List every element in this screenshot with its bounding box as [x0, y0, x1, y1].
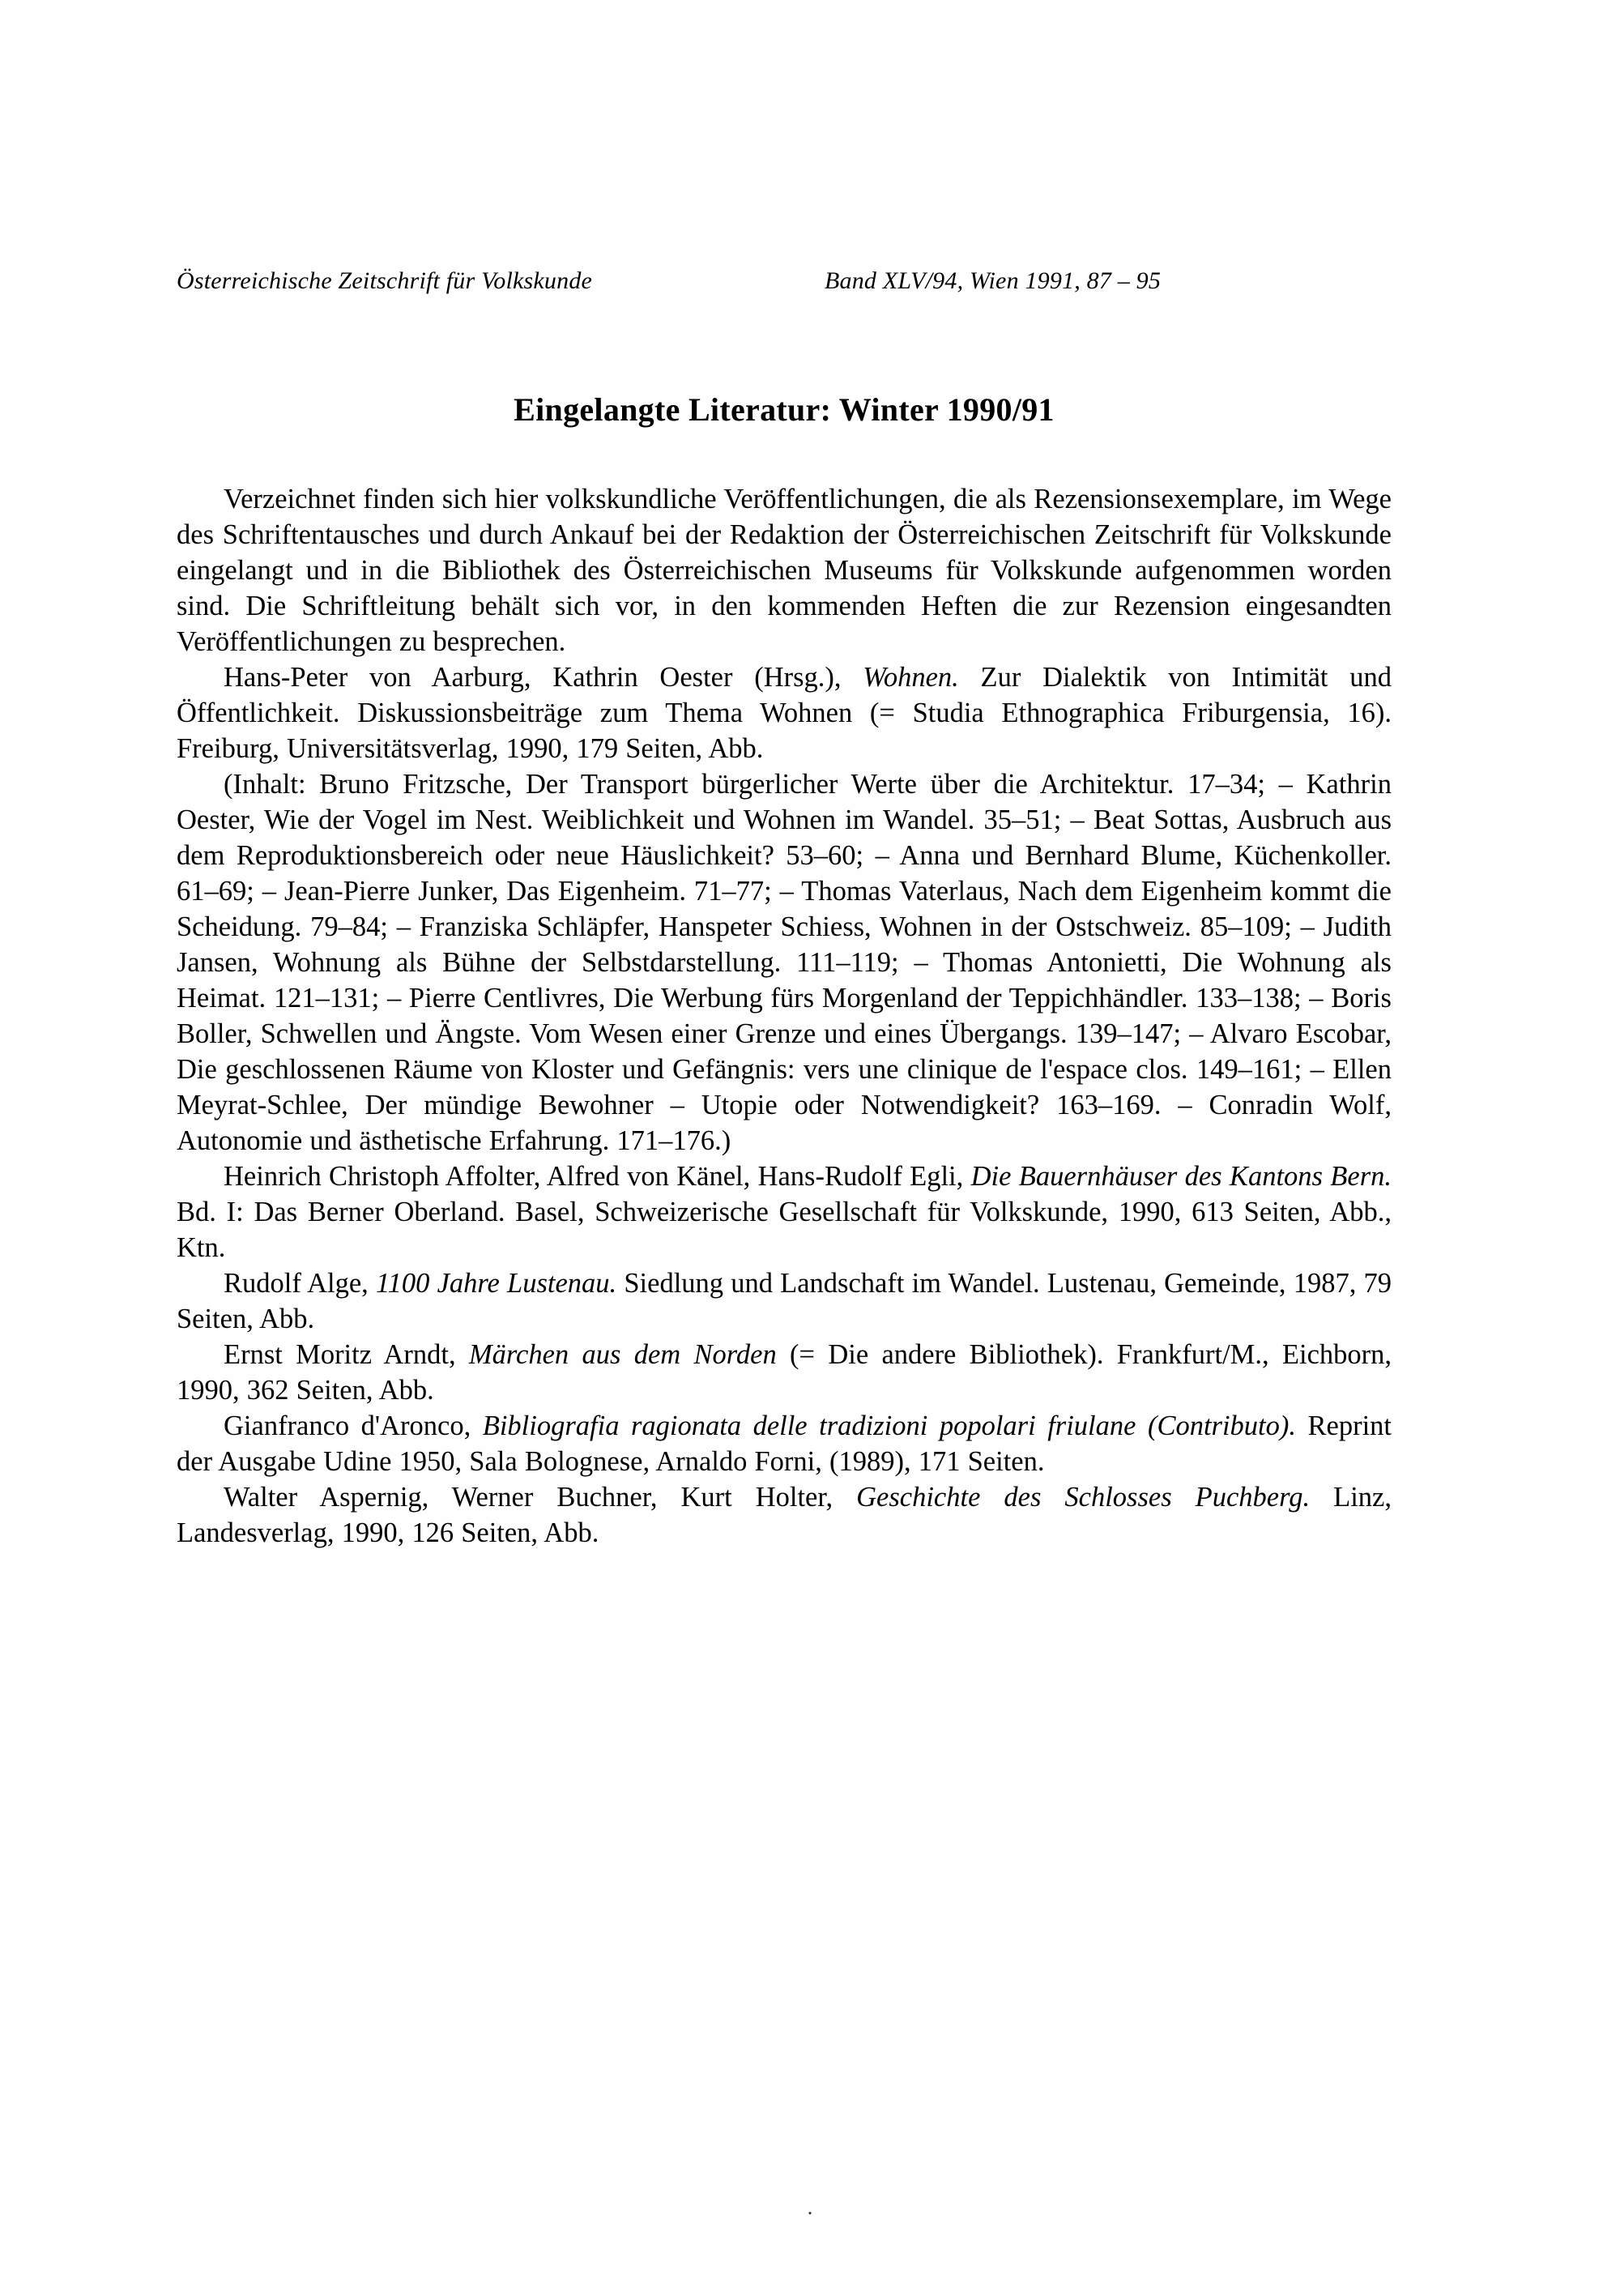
entry-title-italic: Geschichte des Schlosses Puchberg. — [856, 1481, 1311, 1513]
entry-title-italic: 1100 Jahre Lustenau. — [375, 1267, 617, 1299]
entry-text-post: Bd. I: Das Berner Oberland. Basel, Schweizerische Gesellschaft für Volkskunde, 1990, 613 Seiten, Abb., Ktn. — [177, 1196, 1392, 1263]
entry-text-pre: Rudolf Alge, — [224, 1267, 376, 1299]
entry-text-pre: Walter Aspernig, Werner Buchner, Kurt Holter, — [224, 1481, 857, 1513]
bibliography-entry-aarburg-contents: (Inhalt: Bruno Fritzsche, Der Transport bürgerlicher Werte über die Architektur. 17–34; – Kathrin Oester, Wie der Vogel im Nest. Weiblichkeit und Wohnen im Wandel. 35–51; – Beat Sottas, Ausbruch aus dem Reproduktionsbereich oder neue Häuslichkeit? 53–60; – Anna und Bernhard Blume, Küchenkoller. 61–69; – Jean-Pierre Junker, Das Eigenheim. 71–77; – Thomas Vaterlaus, Nach dem Eigenheim kommt die Scheidung. 79–84; – Franziska Schläpfer, Hanspeter Schiess, Wohnen in der Ostschweiz. 85–109; – Judith Jansen, Wohnung als Bühne der Selbstdarstellung. 111–119; – Thomas Antonietti, Die Wohnung als Heimat. 121–131; – Pierre Centlivres, Die Werbung fürs Morgenland der Teppichhändler. 133–138; – Boris Boller, Schwellen und Ängste. Vom Wesen einer Grenze und eines Übergangs. 139–147; – Alvaro Escobar, Die geschlossenen Räume von Kloster und Gefängnis: vers une clinique de l'espace clos. 149–161; – Ellen Meyrat-Schlee, Der mündige Bewohner – Utopie oder Notwendigkeit? 163–169. – Conradin Wolf, Autonomie und ästhetische Erfahrung. 171–176.) — [177, 768, 1392, 1156]
entry-title-italic: Bibliografia ragionata delle tradizioni popolari friulane (Contributo). — [482, 1410, 1296, 1441]
page-content — [177, 267, 1392, 1551]
entry-title-italic: Die Bauernhäuser des Kantons Bern. — [970, 1160, 1392, 1192]
entry-text-post: Siedlung und Landschaft im Wandel. Lustenau, Gemeinde, 1987, 79 Seiten, Abb. — [177, 1267, 1392, 1334]
bibliography-entry-arndt — [177, 1338, 1392, 1409]
bibliography-entry-affolter — [177, 1159, 1392, 1266]
journal-title: Österreichische Zeitschrift für Volkskunde — [177, 267, 593, 294]
bibliography-entry-alge — [177, 1266, 1392, 1338]
bibliography-entry-daronco — [177, 1409, 1392, 1480]
entry-text-post: Zur Dialektik von Intimität und Öffentlichkeit. Diskussionsbeiträge zum Thema Wohnen (= Studia Ethnographica Friburgensia, 16). Freiburg, Universitätsverlag, 1990, 179 Seiten, Abb. — [177, 661, 1392, 764]
bibliography-entry-aspernig — [177, 1480, 1392, 1551]
paragraph-intro: Verzeichnet finden sich hier volkskundliche Veröffentlichungen, die als Rezensionsexemplare, im Wege des Schriftentausches und durch Ankauf bei der Redaktion der Österreichischen Zeitschrift für Volkskunde eingelangt und in die Bibliothek des Österreichischen Museums für Volkskunde aufgenommen worden sind. Die Schriftleitung behält sich vor, in den kommenden Heften die zur Rezension eingesandten Veröffentlichungen zu besprechen. — [177, 484, 1392, 657]
issue-reference: Band XLV/94, Wien 1991, 87 – 95 — [825, 267, 1162, 294]
entry-title-italic: Märchen aus dem Norden — [468, 1338, 777, 1370]
entry-text-pre: Gianfranco d'Aronco, — [224, 1410, 483, 1441]
entry-text-pre: Ernst Moritz Arndt, — [224, 1338, 469, 1370]
running-head — [177, 267, 1392, 295]
entry-text-post: Reprint der Ausgabe Udine 1950, Sala Bolognese, Arnaldo Forni, (1989), 171 Seiten. — [177, 1410, 1392, 1477]
entry-text-post: (= Die andere Bibliothek). Frankfurt/M., Eichborn, 1990, 362 Seiten, Abb. — [177, 1338, 1392, 1406]
page-title: Eingelangte Literatur: Winter 1990/91 — [514, 391, 1055, 428]
page-footer-mark: . — [807, 2196, 813, 2219]
entry-title-italic: Wohnen. — [863, 661, 959, 693]
entry-text-pre: Hans-Peter von Aarburg, Kathrin Oester (Hrsg.), — [224, 661, 863, 693]
bibliography-entry-aarburg — [177, 660, 1392, 767]
entry-text-pre: Heinrich Christoph Affolter, Alfred von Känel, Hans-Rudolf Egli, — [224, 1160, 971, 1192]
entry-text-post: Linz, Landesverlag, 1990, 126 Seiten, Abb. — [177, 1481, 1392, 1548]
